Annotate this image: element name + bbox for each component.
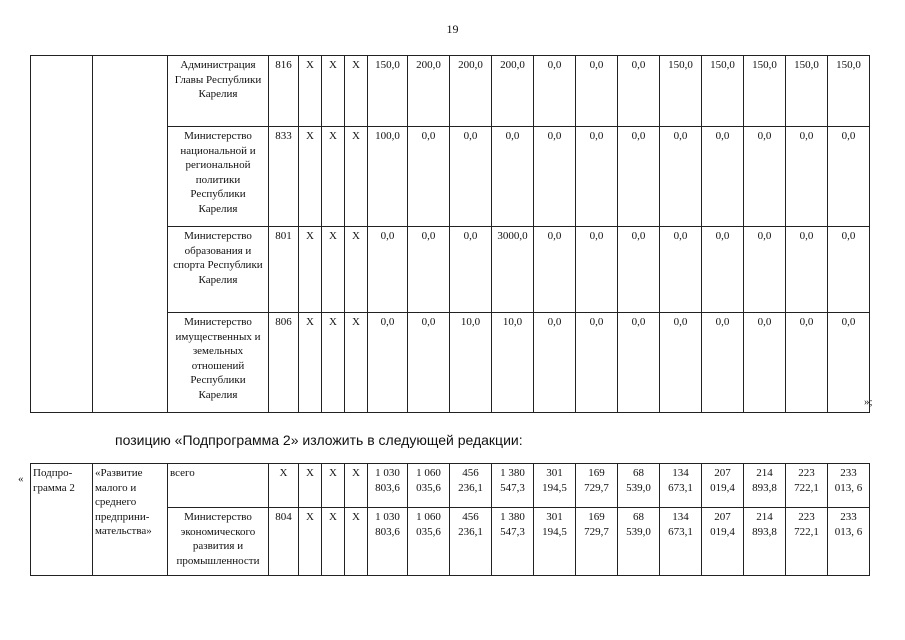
value-cell: 10,0 [492,313,534,413]
x-cell: X [299,508,322,576]
value-cell: 100,0 [368,127,408,227]
x-cell: X [322,127,345,227]
value-cell: 207 019,4 [702,464,744,508]
value-cell: 0,0 [702,127,744,227]
x-cell: X [322,313,345,413]
value-cell: 1 030 803,6 [368,508,408,576]
value-cell: 0,0 [534,56,576,127]
value-cell: 0,0 [450,227,492,313]
empty-cell [31,56,93,413]
subprogram-label-cell: Подпро-грамма 2 [31,464,93,576]
value-cell: 0,0 [368,313,408,413]
value-cell: 134 673,1 [660,508,702,576]
code-cell: 833 [269,127,299,227]
organization-cell: всего [168,464,269,508]
value-cell: 0,0 [576,313,618,413]
value-cell: 0,0 [786,227,828,313]
x-cell: X [299,56,322,127]
value-cell: 0,0 [786,313,828,413]
code-cell: 801 [269,227,299,313]
value-cell: 0,0 [744,127,786,227]
x-cell: X [345,127,368,227]
value-cell: 0,0 [660,227,702,313]
x-cell: X [345,313,368,413]
value-cell: 150,0 [660,56,702,127]
budget-table-top [30,55,870,413]
value-cell: 214 893,8 [744,508,786,576]
value-cell: 0,0 [618,127,660,227]
value-cell: 223 722,1 [786,508,828,576]
opening-quote: « [18,473,24,485]
value-cell: 68 539,0 [618,508,660,576]
x-cell: X [345,508,368,576]
organization-cell: Министерство образования и спорта Республики Карелия [168,227,269,313]
x-cell: X [299,464,322,508]
value-cell: 1 060 035,6 [408,464,450,508]
organization-cell: Министерство экономического развития и промышленности [168,508,269,576]
value-cell: 233 013, 6 [828,464,870,508]
value-cell: 200,0 [408,56,450,127]
value-cell: 0,0 [576,127,618,227]
x-cell: X [322,508,345,576]
value-cell: 0,0 [744,227,786,313]
value-cell: 0,0 [660,127,702,227]
value-cell: 200,0 [492,56,534,127]
organization-cell: Министерство национальной и региональной политики Республики Карелия [168,127,269,227]
empty-cell [93,56,168,413]
value-cell: 3000,0 [492,227,534,313]
value-cell: 150,0 [744,56,786,127]
value-cell: 1 060 035,6 [408,508,450,576]
value-cell: 1 030 803,6 [368,464,408,508]
value-cell: 1 380 547,3 [492,464,534,508]
x-cell: X [345,464,368,508]
code-cell: 804 [269,508,299,576]
table-row [31,464,870,508]
value-cell: 456 236,1 [450,508,492,576]
value-cell: 0,0 [702,227,744,313]
page-number: 19 [446,22,459,36]
value-cell: 0,0 [702,313,744,413]
code-cell: 816 [269,56,299,127]
x-cell: X [345,56,368,127]
value-cell: 150,0 [786,56,828,127]
value-cell: 0,0 [786,127,828,227]
value-cell: 0,0 [408,313,450,413]
x-cell: X [322,227,345,313]
value-cell: 233 013, 6 [828,508,870,576]
value-cell: 0,0 [828,313,870,413]
value-cell: 169 729,7 [576,508,618,576]
value-cell: 301 194,5 [534,464,576,508]
value-cell: 0,0 [618,56,660,127]
value-cell: 223 722,1 [786,464,828,508]
value-cell: 0,0 [368,227,408,313]
value-cell: 134 673,1 [660,464,702,508]
value-cell: 0,0 [450,127,492,227]
code-cell: 806 [269,313,299,413]
value-cell: 0,0 [408,227,450,313]
table-row [31,56,870,127]
value-cell: 0,0 [828,227,870,313]
value-cell: 150,0 [828,56,870,127]
value-cell: 0,0 [828,127,870,227]
organization-cell: Администрация Главы Республики Карелия [168,56,269,127]
x-cell: X [299,313,322,413]
value-cell: 0,0 [618,227,660,313]
x-cell: X [345,227,368,313]
value-cell: 200,0 [450,56,492,127]
value-cell: 150,0 [368,56,408,127]
organization-cell: Министерство имущественных и земельных отношений Республики Карелия [168,313,269,413]
x-cell: X [299,127,322,227]
value-cell: 214 893,8 [744,464,786,508]
value-cell: 0,0 [660,313,702,413]
budget-table-subprogram [30,463,870,576]
value-cell: 169 729,7 [576,464,618,508]
value-cell: 207 019,4 [702,508,744,576]
value-cell: 0,0 [534,127,576,227]
value-cell: 10,0 [450,313,492,413]
value-cell: 68 539,0 [618,464,660,508]
value-cell: 0,0 [618,313,660,413]
x-cell: X [322,464,345,508]
value-cell: 1 380 547,3 [492,508,534,576]
value-cell: 0,0 [408,127,450,227]
x-cell: X [322,56,345,127]
instruction-text: позицию «Подпрограмма 2» изложить в следующей редакции: [115,432,523,448]
value-cell: 0,0 [534,313,576,413]
value-cell: 0,0 [576,56,618,127]
code-cell: X [269,464,299,508]
value-cell: 0,0 [744,313,786,413]
value-cell: 0,0 [576,227,618,313]
value-cell: 0,0 [492,127,534,227]
value-cell: 0,0 [534,227,576,313]
closing-quote: »; [864,396,873,408]
value-cell: 456 236,1 [450,464,492,508]
subprogram-name-cell: «Развитие малого и среднего предприни-мательства» [93,464,168,576]
value-cell: 150,0 [702,56,744,127]
x-cell: X [299,227,322,313]
value-cell: 301 194,5 [534,508,576,576]
